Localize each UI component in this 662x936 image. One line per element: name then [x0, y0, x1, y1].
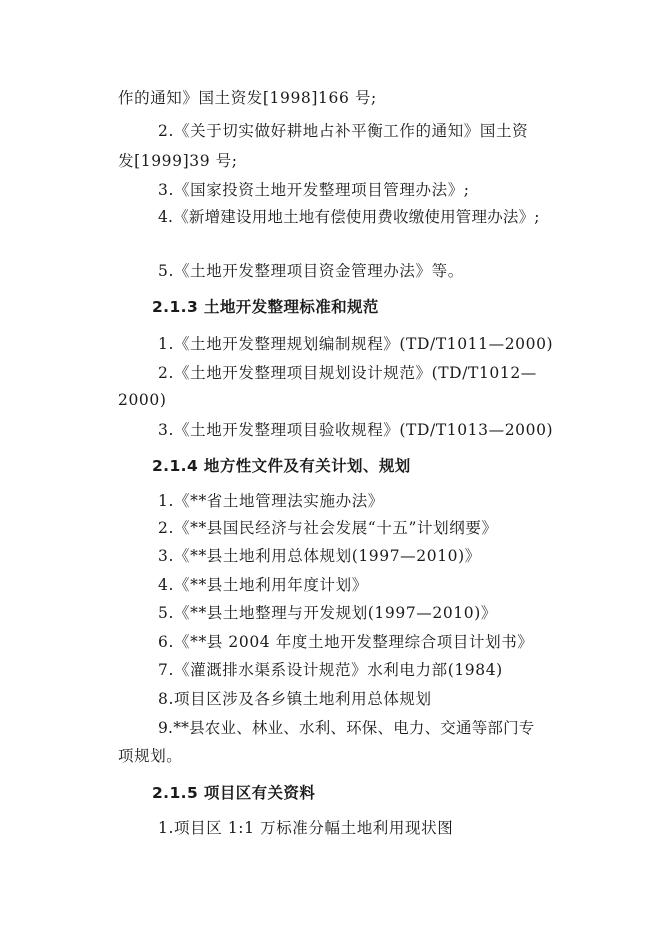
- text-line: 9.**县农业、林业、水利、环保、电力、交通等部门专: [158, 719, 535, 737]
- text-line: 2.《**县国民经济与社会发展“十五”计划纲要》: [158, 519, 498, 537]
- text-line: 2.《土地开发整理项目规划设计规范》(TD/T1012—: [158, 364, 537, 382]
- text-line: 5.《土地开发整理项目资金管理办法》等。: [158, 262, 464, 280]
- text-line: 项规划。: [118, 747, 183, 765]
- text-line: 发[1999]39 号;: [118, 152, 238, 170]
- text-line: 4.《**县土地利用年度计划》: [158, 576, 368, 594]
- text-line: 1.《**省土地管理法实施办法》: [158, 492, 384, 510]
- text-line: 1.项目区 1:1 万标准分幅土地利用现状图: [158, 819, 454, 837]
- text-line: 8.项目区涉及各乡镇土地利用总体规划: [158, 690, 432, 708]
- section-heading: 2.1.3 土地开发整理标准和规范: [152, 298, 379, 316]
- text-line: 作的通知》国土资发[1998]166 号;: [118, 89, 377, 107]
- text-line: 4.《新增建设用地土地有偿使用费收缴使用管理办法》;: [158, 208, 540, 226]
- text-line: 2.《关于切实做好耕地占补平衡工作的通知》国土资: [158, 122, 529, 140]
- text-line: 6.《**县 2004 年度土地开发整理综合项目计划书》: [158, 633, 534, 651]
- text-line: 1.《土地开发整理规划编制规程》(TD/T1011—2000): [158, 335, 554, 353]
- section-heading: 2.1.5 项目区有关资料: [152, 784, 316, 802]
- section-heading: 2.1.4 地方性文件及有关计划、规划: [152, 457, 411, 475]
- text-line: 5.《**县土地整理与开发规划(1997—2010)》: [158, 604, 497, 622]
- text-line: 7.《灌溉排水渠系设计规范》水利电力部(1984): [158, 661, 503, 679]
- text-line: 3.《土地开发整理项目验收规程》(TD/T1013—2000): [158, 421, 554, 439]
- text-line: 3.《**县土地利用总体规划(1997—2010)》: [158, 547, 481, 565]
- text-line: 3.《国家投资土地开发整理项目管理办法》;: [158, 181, 470, 199]
- text-line: 2000): [118, 391, 167, 409]
